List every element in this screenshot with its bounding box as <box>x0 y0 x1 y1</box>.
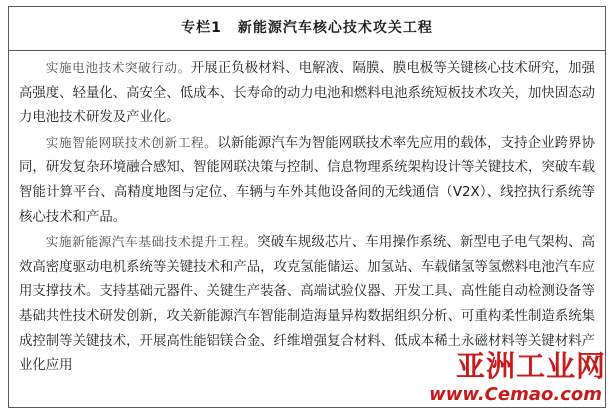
paragraph-lead: 实施电池技术突破行动。 <box>45 60 191 75</box>
paragraph-battery <box>19 56 595 131</box>
paragraph-text: 突破车规级芯片、车用操作系统、新型电子电气架构、高效高密度驱动电机系统等关键技术和产品，攻克氢能储运、加氢站、车载储氢等氢燃料电池汽车应用支撑技术。支持基础元器件、关键生产装备、高端试验仪器、开发工具、高性能自动检测设备等基础共性技术研发创新，攻关新能源汽车智能制造海量异构数据组织分析、可重构柔性制造系统集成控制等关键技术，开展高性能铝镁合金、纤维增强复合材料、低成本稀土永磁材料等关键材料产业化应用 <box>19 235 596 374</box>
column-box <box>8 6 606 408</box>
box-body <box>19 56 595 379</box>
watermark-name: 亚洲工业网 <box>455 349 606 383</box>
paragraph-foundation <box>19 230 595 379</box>
box-header <box>9 7 605 51</box>
box-title: 新能源汽车核心技术攻关工程 <box>237 20 433 36</box>
paragraph-text: 以新能源汽车为智能网联技术率先应用的载体，支持企业跨界协同，研发复杂环境融合感知、智能网联决策与控制、信息物理系统架构设计等关键技术，突破车载智能计算平台、高精度地图与定位、车辆与车外其他设备间的无线通信（V2X）、线控执行系统等核心技术和产品。 <box>19 135 596 225</box>
watermark-domain: www.Cemao.com <box>429 384 602 405</box>
paragraph-text: 开展正负极材料、电解液、隔膜、膜电极等关键核心技术研究，加强高强度、轻量化、高安全、低成本、长寿命的动力电池和燃料电池系统短板技术攻关，加快固态动力电池技术研发及产业化。 <box>19 61 596 126</box>
paragraph-lead: 实施新能源汽车基础技术提升工程。 <box>45 234 258 250</box>
paragraph-lead: 实施智能网联技术创新工程。 <box>45 134 218 150</box>
paragraph-connected <box>19 131 595 230</box>
box-label: 专栏1 <box>181 20 222 36</box>
